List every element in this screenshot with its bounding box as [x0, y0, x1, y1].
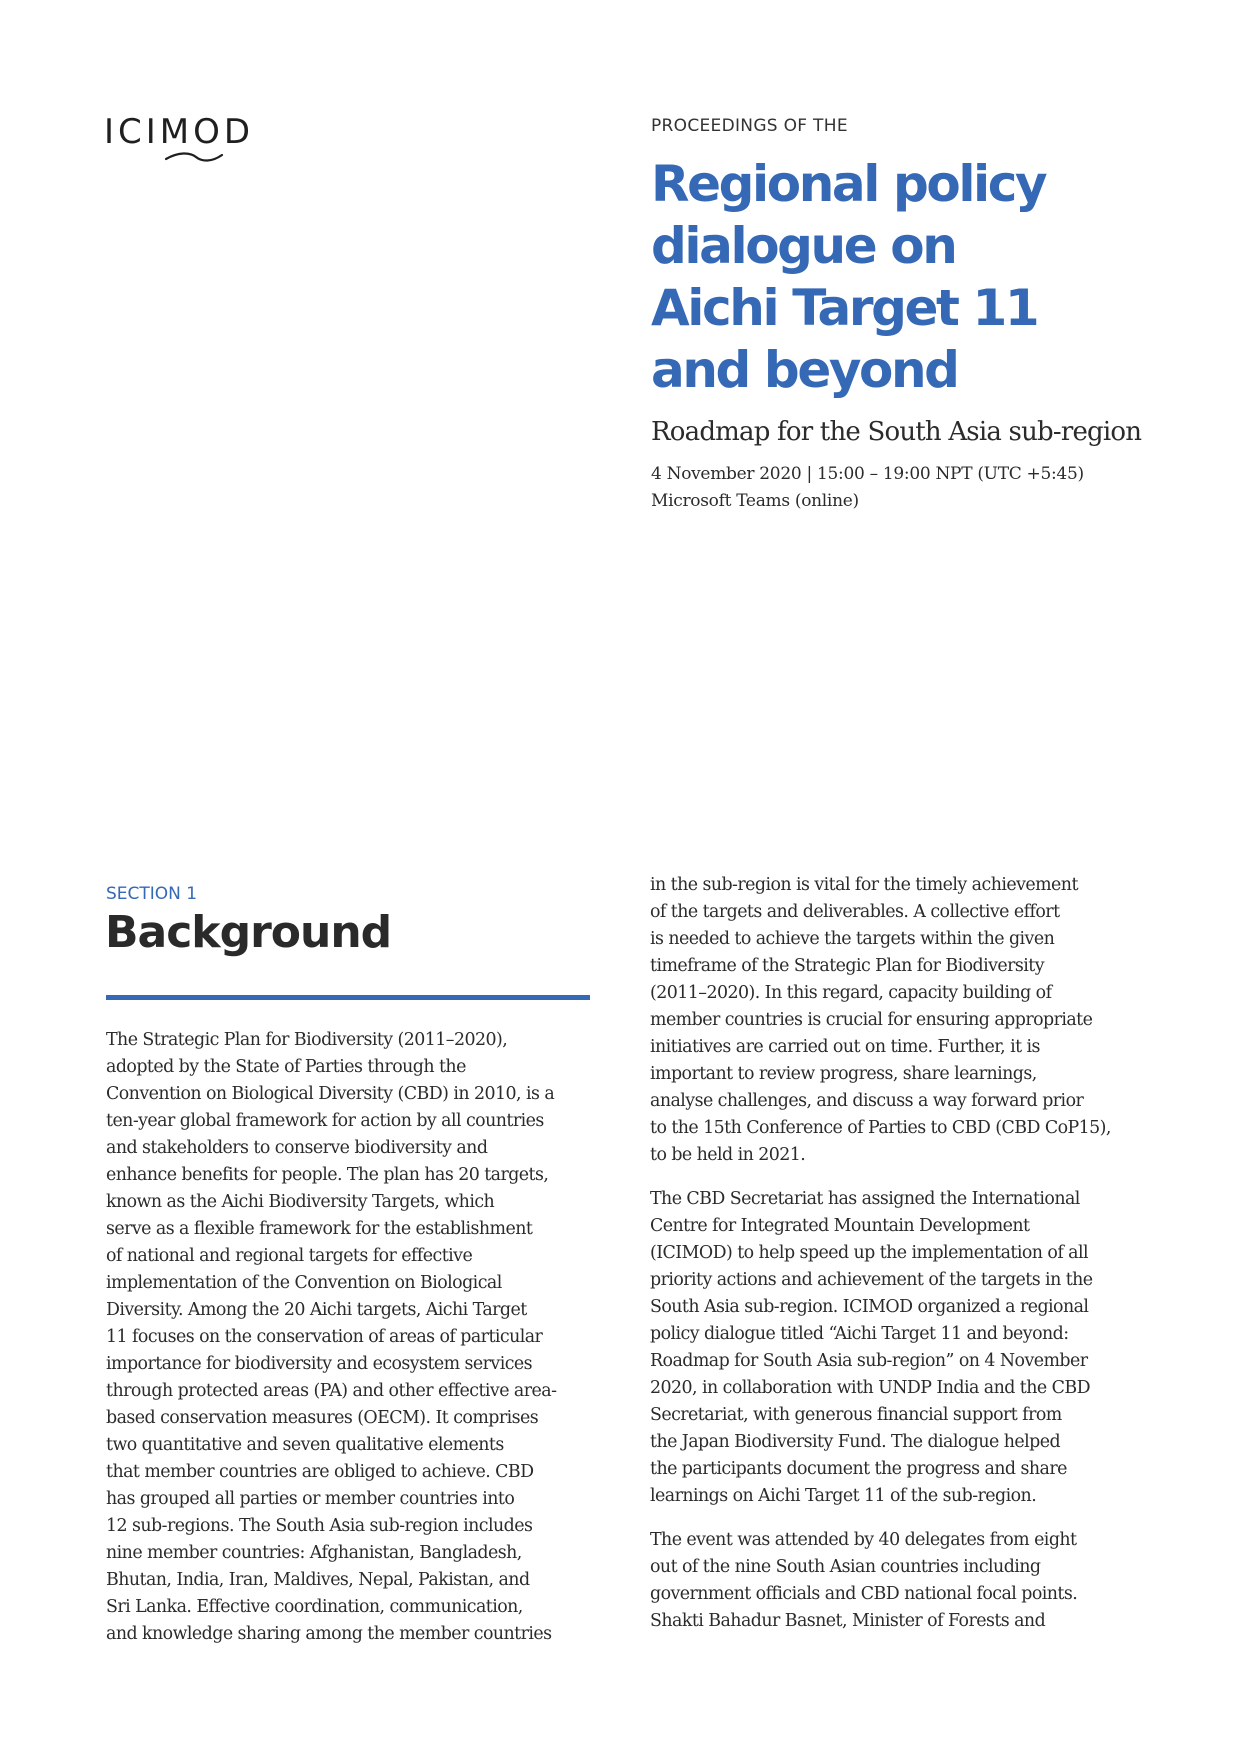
text-line: that member countries are obliged to achieve. CBD — [106, 1462, 534, 1482]
text-line: nine member countries: Afghanistan, Bangladesh, — [106, 1543, 522, 1563]
text-line: (2011–2020). In this regard, capacity building of — [650, 983, 1052, 1003]
text-line: important to review progress, share learnings, — [650, 1064, 1037, 1084]
text-line: through protected areas (PA) and other effective area- — [106, 1381, 557, 1401]
text-line: serve as a flexible framework for the establishment — [106, 1219, 533, 1239]
text-line: The event was attended by 40 delegates from eight — [650, 1530, 1077, 1550]
report-header — [651, 115, 1211, 515]
report-title — [651, 153, 1211, 401]
text-line: timeframe of the Strategic Plan for Biodiversity — [650, 956, 1044, 976]
text-line: of the targets and deliverables. A collective effort — [650, 902, 1060, 922]
title-line: Regional policy — [651, 155, 1046, 213]
text-line: two quantitative and seven qualitative elements — [106, 1435, 504, 1455]
text-line: policy dialogue titled “Aichi Target 11 and beyond: — [650, 1324, 1069, 1344]
title-line: and beyond — [651, 341, 958, 399]
text-line: Secretariat, with generous financial support from — [650, 1405, 1062, 1425]
text-line: out of the nine South Asian countries including — [650, 1557, 1041, 1577]
text-line: 12 sub-regions. The South Asia sub-region includes — [106, 1516, 533, 1536]
body-paragraph — [650, 1186, 1170, 1510]
text-line: member countries is crucial for ensuring appropriate — [650, 1010, 1093, 1030]
text-line: ten-year global framework for action by all countries — [106, 1111, 544, 1131]
title-line: Aichi Target 11 — [651, 279, 1038, 337]
text-line: enhance benefits for people. The plan has 20 targets, — [106, 1165, 549, 1185]
section-title: Background — [105, 907, 392, 958]
event-date-time: 4 November 2020 | 15:00 – 19:00 NPT (UTC +5:45) — [651, 464, 1084, 484]
text-line: 11 focuses on the conservation of areas of particular — [106, 1327, 543, 1347]
text-line: priority actions and achievement of the targets in the — [650, 1270, 1093, 1290]
title-line: dialogue on — [651, 217, 956, 275]
text-line: adopted by the State of Parties through the — [106, 1057, 466, 1077]
text-line: Diversity. Among the 20 Aichi targets, Aichi Target — [106, 1300, 527, 1320]
kicker-text: PROCEEDINGS OF THE — [651, 116, 848, 136]
text-line: South Asia sub-region. ICIMOD organized a regional — [650, 1297, 1089, 1317]
text-line: The Strategic Plan for Biodiversity (2011–2020), — [106, 1030, 508, 1050]
text-line: in the sub-region is vital for the timely achievement — [650, 875, 1078, 895]
text-line: is needed to achieve the targets within the given — [650, 929, 1055, 949]
text-line: initiatives are carried out on time. Further, it is — [650, 1037, 1040, 1057]
text-line: to be held in 2021. — [650, 1145, 806, 1165]
text-line: and stakeholders to conserve biodiversity and — [106, 1138, 488, 1158]
logo-swoosh-icon — [164, 150, 224, 164]
icimod-logo — [104, 112, 294, 172]
text-line: government officials and CBD national focal points. — [650, 1584, 1078, 1604]
body-paragraph — [650, 872, 1170, 1169]
text-line: based conservation measures (OECM). It comprises — [106, 1408, 539, 1428]
text-line: Centre for Integrated Mountain Development — [650, 1216, 1030, 1236]
report-subtitle: Roadmap for the South Asia sub-region — [651, 417, 1142, 447]
event-venue: Microsoft Teams (online) — [651, 491, 859, 511]
text-line: Bhutan, India, Iran, Maldives, Nepal, Pakistan, and — [106, 1570, 530, 1590]
text-line: importance for biodiversity and ecosystem services — [106, 1354, 533, 1374]
left-column-text — [106, 1027, 606, 1665]
text-line: has grouped all parties or member countries into — [106, 1489, 515, 1509]
text-line: analyse challenges, and discuss a way forward prior — [650, 1091, 1084, 1111]
text-line: learnings on Aichi Target 11 of the sub-region. — [650, 1486, 1037, 1506]
text-line: The CBD Secretariat has assigned the International — [650, 1189, 1080, 1209]
text-line: 2020, in collaboration with UNDP India and the CBD — [650, 1378, 1090, 1398]
text-line: (ICIMOD) to help speed up the implementation of all — [650, 1243, 1089, 1263]
text-line: of national and regional targets for effective — [106, 1246, 473, 1266]
text-line: Shakti Bahadur Basnet, Minister of Forests and — [650, 1611, 1046, 1631]
body-paragraph — [650, 1527, 1170, 1635]
event-meta — [651, 461, 1211, 515]
text-line: the Japan Biodiversity Fund. The dialogue helped — [650, 1432, 1061, 1452]
text-line: to the 15th Conference of Parties to CBD (CBD CoP15), — [650, 1118, 1111, 1138]
text-line: known as the Aichi Biodiversity Targets, which — [106, 1192, 495, 1212]
right-column-text — [650, 872, 1170, 1652]
text-line: and knowledge sharing among the member countries — [106, 1624, 552, 1644]
text-line: the participants document the progress and share — [650, 1459, 1067, 1479]
text-line: Convention on Biological Diversity (CBD) in 2010, is a — [106, 1084, 555, 1104]
section-label: SECTION 1 — [106, 884, 198, 904]
section-divider — [106, 995, 590, 1000]
logo-wordmark: ICIMOD — [104, 112, 255, 152]
body-paragraph — [106, 1027, 606, 1648]
text-line: Sri Lanka. Effective coordination, communication, — [106, 1597, 523, 1617]
text-line: implementation of the Convention on Biological — [106, 1273, 502, 1293]
text-line: Roadmap for South Asia sub-region” on 4 November — [650, 1351, 1088, 1371]
